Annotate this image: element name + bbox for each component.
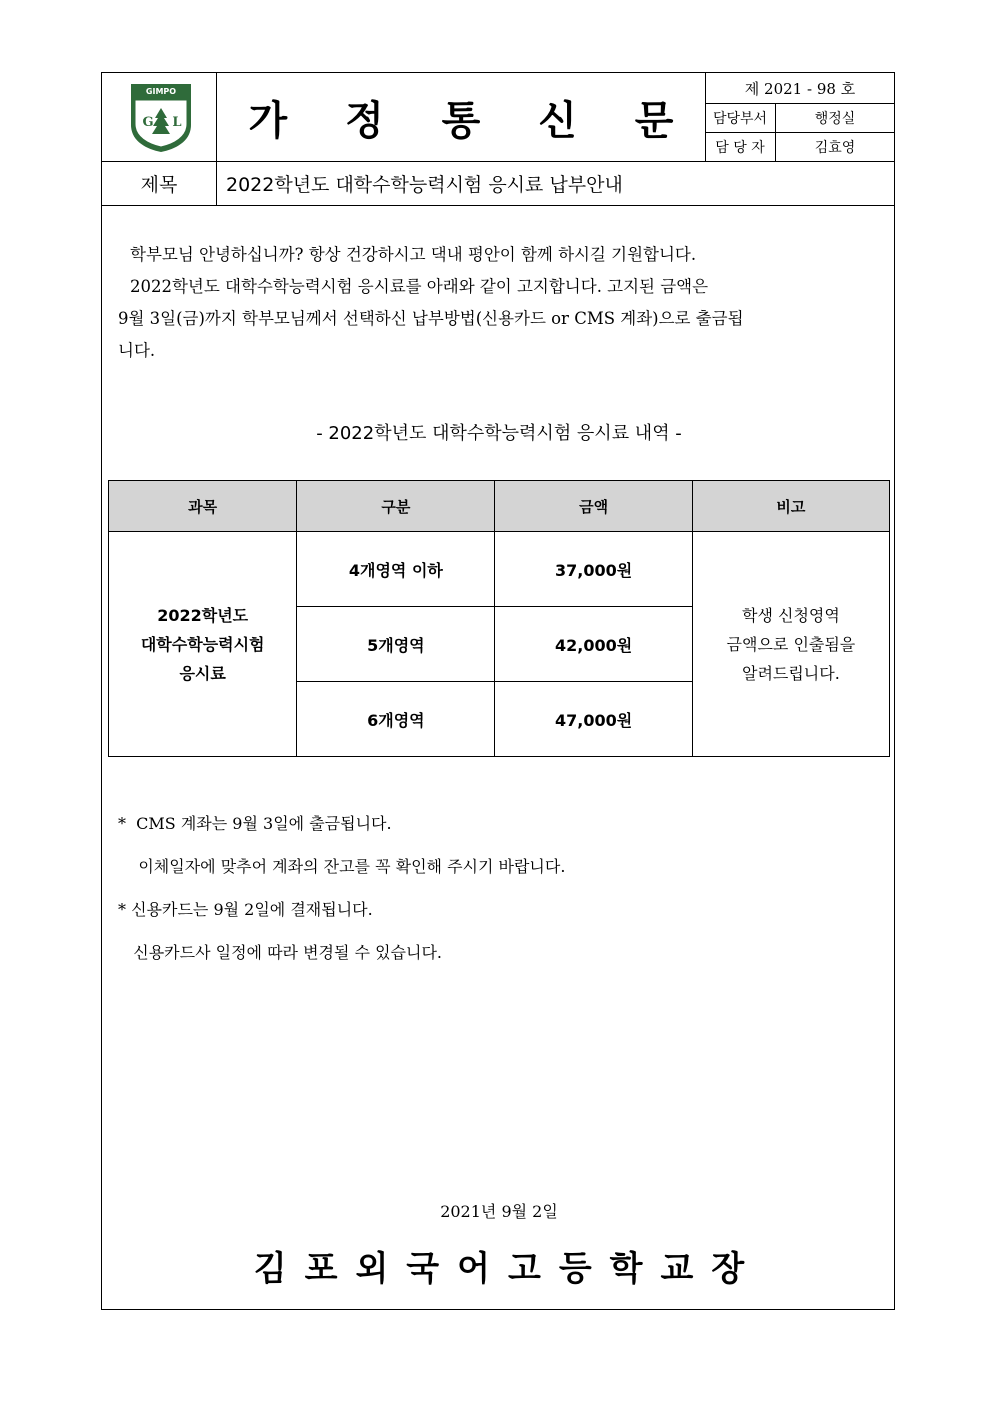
amount-cell: 47,000원: [495, 682, 692, 757]
subject-text: 2022학년도 대학수학능력시험 응시료 납부안내: [226, 173, 623, 196]
svg-text:GIMPO: GIMPO: [145, 87, 177, 96]
remark-line: 알려드립니다.: [741, 663, 840, 683]
column-header: 비고: [692, 481, 889, 532]
svg-text:G: G: [142, 115, 154, 130]
issue-number: 제 2021 - 98 호: [744, 79, 856, 98]
body-line: 2022학년도 대학수학능력시험 응시료를 아래와 같이 고지합니다. 고지된 금액은: [130, 277, 709, 296]
document-title: 가 정 통 신 문: [248, 97, 696, 144]
body-line: 학부모님 안녕하십니까? 항상 건강하시고 댁내 평안이 함께 하시길 기원합니다.: [130, 245, 697, 264]
issue-info: [705, 73, 895, 161]
notice-document: [101, 72, 895, 1310]
category-cell: 4개영역 이하: [297, 532, 495, 607]
table-row: [109, 532, 890, 607]
category-cell: 5개영역: [297, 607, 495, 682]
department-label: 담당부서: [712, 110, 768, 127]
department-row: [705, 103, 895, 132]
school-logo: [128, 81, 194, 153]
remark-line: 금액으로 인출됨을: [726, 634, 856, 654]
signer-name: 김포외국어고등학교장: [253, 1249, 763, 1289]
column-header: 금액: [495, 481, 692, 532]
divider: [102, 205, 894, 206]
subject-line: 대학수학능력시험: [140, 634, 265, 654]
note-line: 이체일자에 맞추어 계좌의 잔고를 꼭 확인해 주시기 바랍니다.: [118, 857, 566, 876]
amount-cell: 37,000원: [495, 532, 692, 607]
subject-cell: [109, 532, 297, 757]
note-line: * CMS 계좌는 9월 3일에 출금됩니다.: [118, 814, 392, 833]
issue-date: 2021년 9월 2일: [440, 1202, 558, 1221]
remark-line: 학생 신청영역: [741, 605, 840, 625]
person-label: 담 당 자: [715, 139, 765, 156]
amount-cell: 42,000원: [495, 607, 692, 682]
svg-text:L: L: [172, 115, 182, 130]
fee-table: [108, 480, 890, 757]
category-cell: 6개영역: [297, 682, 495, 757]
person-row: [705, 132, 895, 161]
issue-number-row: [705, 73, 895, 103]
department-value: 행정실: [814, 110, 856, 127]
remark-cell: [692, 532, 889, 757]
body-line: 9월 3일(금)까지 학부모님께서 선택하신 납부방법(신용카드 or CMS 계좌)으로 출금됩: [118, 309, 744, 328]
subject-line: 2022학년도: [157, 605, 249, 625]
column-header: 구분: [297, 481, 495, 532]
note-line: * 신용카드는 9월 2일에 결재됩니다.: [118, 900, 373, 919]
body-line: 니다.: [118, 341, 156, 360]
table-header-row: [109, 481, 890, 532]
subject-label: 제목: [140, 173, 178, 196]
body-text: [118, 239, 880, 367]
column-header: 과목: [109, 481, 297, 532]
subject-line: 응시료: [179, 663, 226, 683]
section-heading: - 2022학년도 대학수학능력시험 응시료 내역 -: [316, 423, 682, 444]
note-line: 신용카드사 일정에 따라 변경될 수 있습니다.: [118, 943, 442, 962]
person-value: 김효영: [814, 139, 856, 156]
